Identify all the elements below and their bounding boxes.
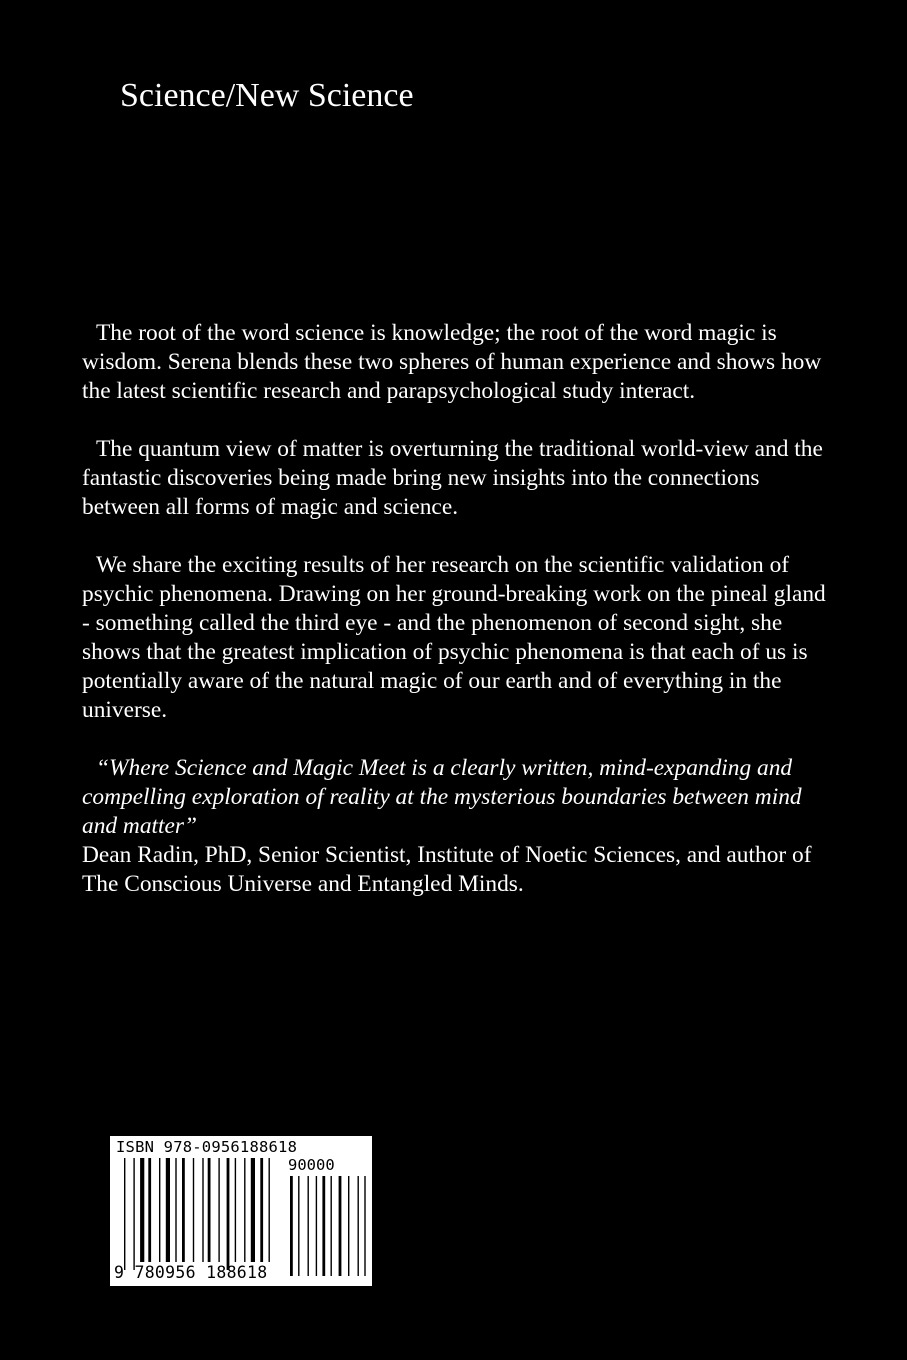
barcode-bar — [308, 1176, 309, 1276]
barcode-bar — [322, 1176, 325, 1276]
blurb-paragraph-3: We share the exciting results of her research on the scientific validation of psychic phenomena. Drawing on her ground-breaking work on the pineal gland - something called the third eye - and the phenomenon of second sight, she shows that the greatest implication of psychic phenomena is that each of us is potentially aware of the natural magic of our earth and of everything in the universe. — [82, 552, 826, 723]
ean-digits: 9 780956 188618 — [114, 1263, 268, 1282]
barcode-bar — [133, 1158, 134, 1270]
barcode-bar — [364, 1176, 365, 1276]
back-cover-blurb — [82, 319, 834, 899]
review-attribution: Dean Radin, PhD, Senior Scientist, Institute of Noetic Sciences, and author of The Conscious Universe and Entangled Minds. — [82, 842, 812, 897]
barcode-bar — [227, 1158, 230, 1270]
review-quote: “Where Science and Magic Meet is a clearly written, mind-expanding and compelling exploration of reality at the mysterious boundaries between mind and matter” — [82, 755, 802, 839]
barcode-bar — [244, 1158, 245, 1262]
barcode-bar — [159, 1158, 160, 1262]
barcode-bar — [208, 1158, 211, 1262]
barcode-bar — [182, 1158, 185, 1262]
barcode-bar — [251, 1158, 255, 1262]
barcode-bar — [260, 1158, 263, 1262]
barcode-bar — [202, 1158, 203, 1262]
isbn-label: ISBN 978-0956188618 — [116, 1138, 298, 1156]
barcode-bar — [166, 1158, 170, 1262]
barcode-bar — [358, 1176, 359, 1276]
barcode-bar — [148, 1158, 151, 1262]
barcode-bar — [290, 1176, 293, 1276]
barcode-bar — [175, 1158, 176, 1262]
barcode-bar — [339, 1176, 342, 1276]
barcode-bar — [298, 1176, 299, 1276]
category-label: Science/New Science — [120, 77, 414, 114]
price-addon: 90000 — [288, 1156, 335, 1174]
blurb-paragraph-1: The root of the word science is knowledge; the root of the word magic is wisdom. Serena blends these two spheres of human experience and shows how the latest scientific research and parapsychological study interact. — [82, 320, 822, 404]
barcode-bar — [140, 1158, 144, 1262]
barcode-bar — [331, 1176, 332, 1276]
blurb-paragraph-2: The quantum view of matter is overturning the traditional world-view and the fantastic discoveries being made bring new insights into the connections between all forms of magic and science. — [82, 436, 823, 520]
barcode-bar — [235, 1158, 236, 1262]
isbn-barcode — [110, 1136, 372, 1286]
barcode-bar — [348, 1176, 349, 1276]
barcode-bar — [124, 1158, 125, 1270]
barcode-bar — [193, 1158, 194, 1262]
barcode-bar — [269, 1158, 270, 1262]
barcode-bar — [316, 1176, 317, 1276]
barcode-bar — [218, 1158, 219, 1262]
